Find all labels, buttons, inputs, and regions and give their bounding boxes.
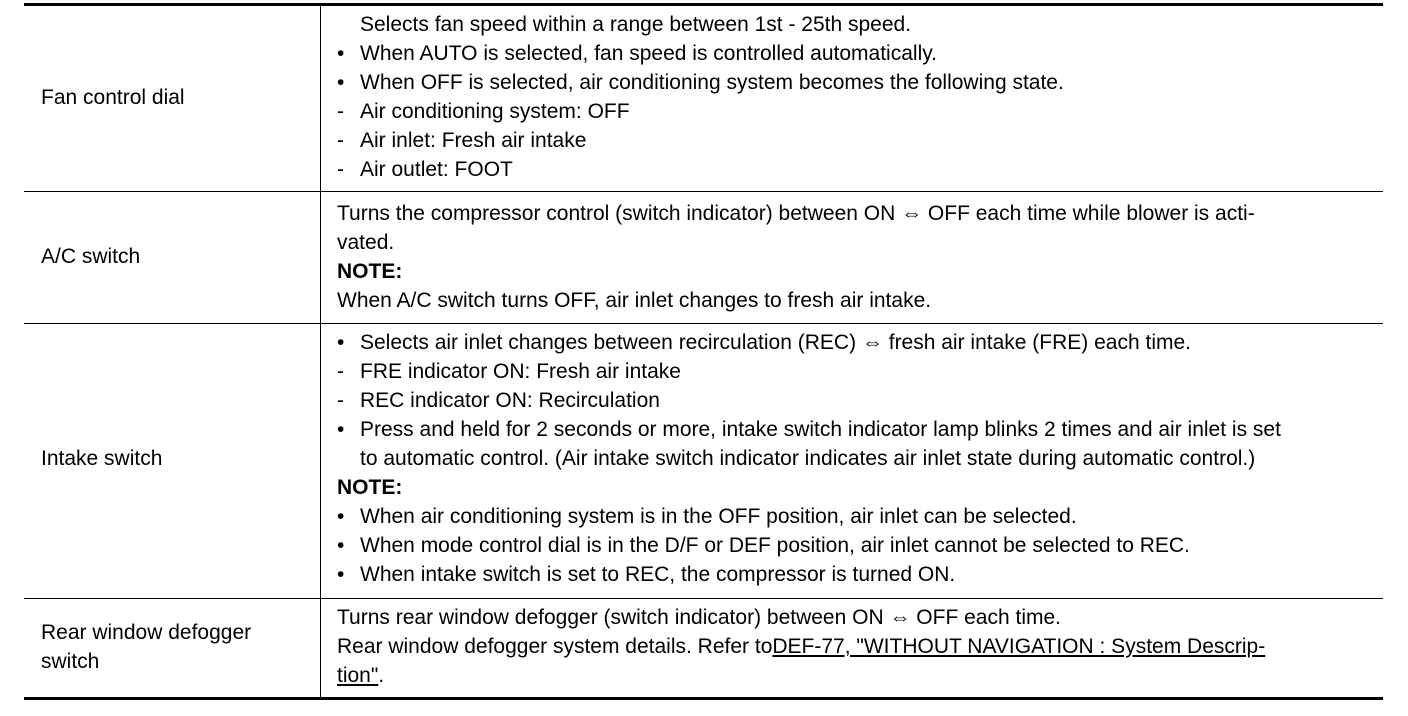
description-line: • When intake switch is set to REC, the compressor is turned ON.: [337, 563, 956, 586]
description-line: • Selects air inlet changes between recirculation (REC) ⇔ fresh air intake (FRE) each time.: [337, 331, 1191, 354]
note-heading: NOTE:: [337, 476, 403, 499]
description-line: to automatic control. (Air intake switch indicator indicates air inlet state during automatic control.): [360, 447, 1256, 470]
row-description: [337, 10, 1377, 184]
row-description: [337, 328, 1377, 589]
table-bottom-rule: [24, 697, 1383, 700]
row-divider: [24, 191, 1383, 192]
description-line: vated.: [337, 231, 395, 254]
reference-text: Rear window defogger system details. Refer to: [337, 635, 773, 658]
description-line: When A/C switch turns OFF, air inlet changes to fresh air intake.: [337, 289, 932, 312]
row-label-line: Rear window defogger: [41, 621, 252, 644]
description-line: [337, 632, 1377, 661]
description-line: [337, 661, 1377, 690]
reference-suffix: .: [378, 664, 385, 687]
row-description: [337, 199, 1377, 315]
row-label-line: switch: [41, 650, 100, 673]
row-divider: [24, 323, 1383, 324]
description-line: - Air outlet: FOOT: [337, 158, 513, 181]
row-divider: [24, 598, 1383, 599]
row-label: Fan control dial: [41, 86, 185, 109]
column-divider: [320, 6, 321, 697]
reference-link[interactable]: DEF-77, "WITHOUT NAVIGATION : System Descrip-: [772, 635, 1266, 658]
description-line: Turns the compressor control (switch indicator) between ON ⇔ OFF each time while blower is acti-: [337, 202, 1255, 225]
table-top-rule: [24, 3, 1383, 6]
description-line: - FRE indicator ON: Fresh air intake: [337, 360, 681, 383]
description-line: • When mode control dial is in the D/F or DEF position, air inlet cannot be selected to REC.: [337, 534, 1190, 557]
description-line: Turns rear window defogger (switch indicator) between ON ⇔ OFF each time.: [337, 606, 1061, 629]
row-label: Intake switch: [41, 447, 163, 470]
note-heading: NOTE:: [337, 260, 403, 283]
description-line: - REC indicator ON: Recirculation: [337, 389, 660, 412]
description-line: • When AUTO is selected, fan speed is controlled automatically.: [337, 42, 938, 65]
description-line: - Air conditioning system: OFF: [337, 100, 630, 123]
row-label: [41, 618, 311, 676]
row-label: A/C switch: [41, 245, 141, 268]
description-line: • When air conditioning system is in the OFF position, air inlet can be selected.: [337, 505, 1077, 528]
row-description: [337, 603, 1377, 690]
description-line: • Press and held for 2 seconds or more, intake switch indicator lamp blinks 2 times and air inlet is set: [337, 418, 1281, 441]
reference-link-continued[interactable]: tion": [337, 664, 379, 687]
description-line: Selects fan speed within a range between 1st - 25th speed.: [360, 13, 912, 36]
description-line: - Air inlet: Fresh air intake: [337, 129, 587, 152]
description-line: • When OFF is selected, air conditioning system becomes the following state.: [337, 71, 1064, 94]
